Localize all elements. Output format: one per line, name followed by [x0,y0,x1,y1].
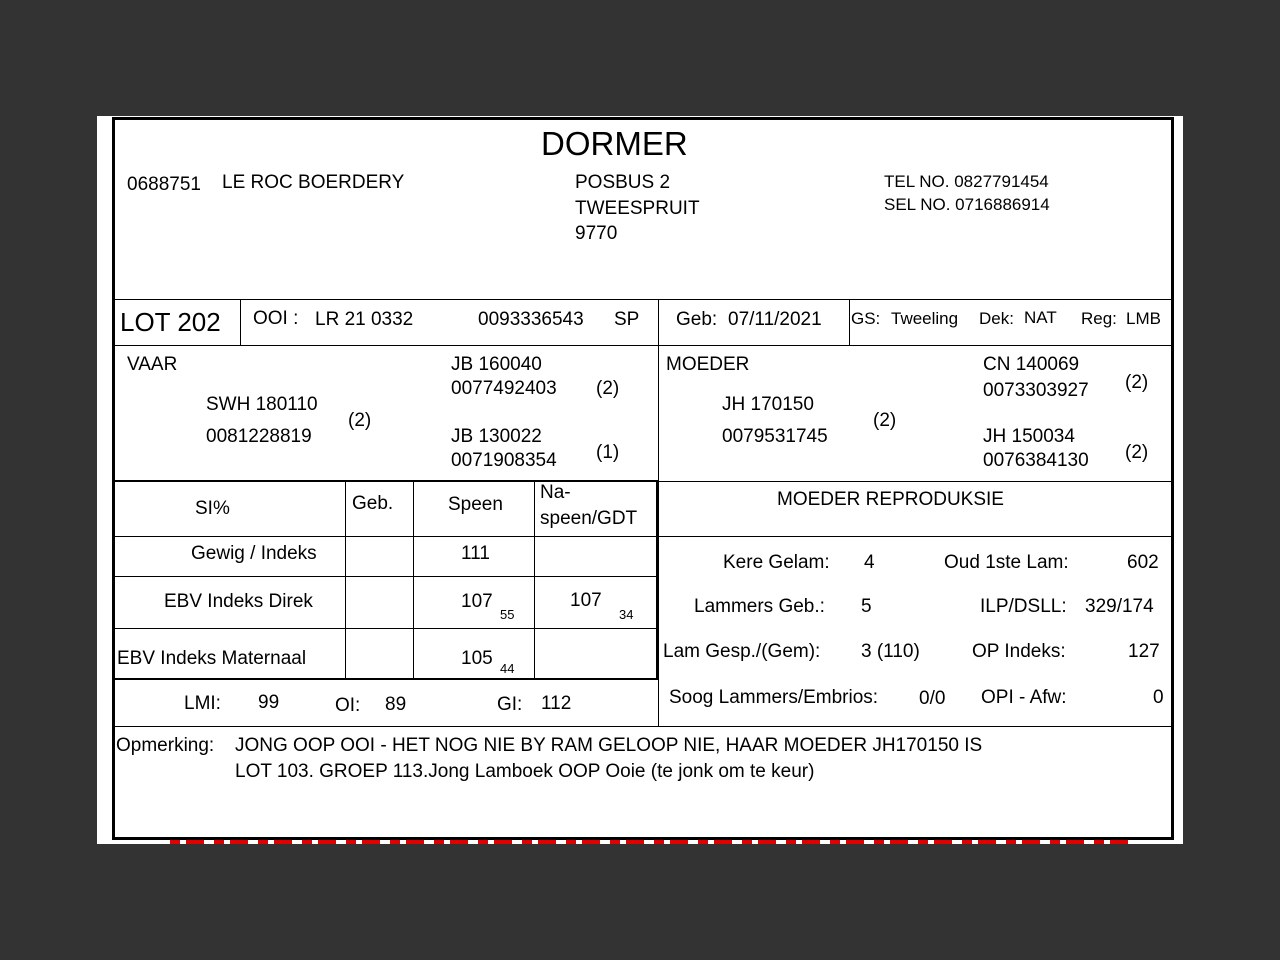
row-maternaal-speen: 105 [461,648,493,669]
pedigree-bottom-line-left [114,480,659,482]
remarks-top-line [114,726,1172,727]
naspeen-header-1: Na- [540,482,571,503]
lot-divider-2 [658,299,659,345]
row-direk-label: EBV Indeks Direk [164,591,313,612]
owner-address-line-1: POSBUS 2 [575,172,671,193]
vaar-id: SWH 180110 [206,394,318,415]
vaar-count: (2) [348,410,372,431]
moeder-dam-id: JH 150034 [983,426,1075,447]
ilp-label: ILP/DSLL: [980,596,1067,617]
row-maternaal-speen-sub: 44 [500,661,515,676]
reg-value: LMB [1126,309,1161,328]
row-direk-naspeen: 107 [570,590,602,611]
oi-label: OI: [335,695,361,716]
row-direk-naspeen-sub: 34 [619,607,634,622]
geb-date: 07/11/2021 [728,309,822,330]
vaar-dam-count: (1) [596,442,620,463]
si-row1-line [114,576,657,577]
ilp-value: 329/174 [1085,596,1154,617]
repro-title: MOEDER REPRODUKSIE [777,489,1004,510]
vaar-sire-count: (2) [596,378,620,399]
si-col-line-3 [534,481,535,679]
naspeen-header-2: speen/GDT [540,508,638,529]
lot-divider-1 [240,299,241,345]
vaar-sire-number: 0077492403 [451,378,557,399]
si-col-line-1 [345,481,346,679]
frame-top [113,117,1174,120]
geb-header: Geb. [352,493,394,514]
op-value: 127 [1128,641,1160,662]
frame-right [1171,117,1174,840]
breed-title: DORMER [541,125,688,162]
row-gewig-label: Gewig / Indeks [191,543,317,564]
soog-label: Soog Lammers/Embrios: [669,687,879,708]
soog-value: 0/0 [919,688,946,709]
reg-label: Reg: [1081,309,1117,328]
ooi-id: LR 21 0332 [315,309,414,330]
moeder-sire-number: 0073303927 [983,380,1089,401]
owner-sel: SEL NO. 0716886914 [884,195,1050,214]
remarks-line-1: JONG OOP OOI - HET NOG NIE BY RAM GELOOP NIE, HAAR MOEDER JH170150 IS [235,735,983,756]
moeder-label: MOEDER [666,354,750,375]
gesp-value: 3 (110) [861,641,920,662]
frame-left [112,117,115,840]
moeder-number: 0079531745 [722,426,828,447]
moeder-dam-number: 0076384130 [983,450,1089,471]
kere-label: Kere Gelam: [723,552,830,573]
moeder-count: (2) [873,410,897,431]
speen-header: Speen [448,494,503,515]
gi-value: 112 [541,693,572,714]
lammers-label: Lammers Geb.: [694,596,825,617]
cut-off-red-text [170,840,1130,844]
remarks-label: Opmerking: [116,735,215,756]
op-label: OP Indeks: [972,641,1066,662]
lot-row-bottom-line [114,345,1172,346]
lammers-value: 5 [861,596,872,617]
moeder-dam-count: (2) [1125,442,1149,463]
ooi-grade: SP [614,309,640,330]
kere-value: 4 [864,552,875,573]
moeder-sire-count: (2) [1125,372,1149,393]
vaar-dam-id: JB 130022 [451,426,542,447]
row-direk-speen: 107 [461,591,493,612]
owner-code: 0688751 [127,174,201,195]
oud-value: 602 [1127,552,1159,573]
opi-label: OPI - Afw: [981,687,1067,708]
owner-tel: TEL NO. 0827791454 [884,172,1049,191]
ooi-label: OOI : [253,308,299,329]
gs-label: GS: [851,309,881,328]
owner-name: LE ROC BOERDERY [222,172,405,193]
opi-value: 0 [1153,687,1164,708]
gesp-label: Lam Gesp./(Gem): [663,641,821,662]
vaar-label: VAAR [127,354,178,375]
dek-value: NAT [1024,308,1057,327]
si-col-line-2 [413,481,414,679]
pedigree-bottom-line-right [659,481,1172,482]
pedigree-divider [658,345,659,481]
row-direk-speen-sub: 55 [500,607,515,622]
vaar-dam-number: 0071908354 [451,450,557,471]
owner-address-line-2: TWEESPRUIT [575,198,700,219]
moeder-id: JH 170150 [722,394,814,415]
ooi-reg-number: 0093336543 [478,309,584,330]
repro-header-line [659,536,1172,537]
si-table-right-border [656,481,659,680]
gi-label: GI: [497,694,523,715]
vaar-number: 0081228819 [206,426,312,447]
repro-left-border [658,680,659,726]
row-maternaal-label: EBV Indeks Maternaal [117,648,307,669]
remarks-line-2: LOT 103. GROEP 113.Jong Lamboek OOP Ooie (te jonk om te keur) [235,761,815,782]
lmi-value: 99 [258,692,280,713]
moeder-sire-id: CN 140069 [983,354,1080,375]
lot-row-top-line [114,299,1172,300]
si-header: SI% [195,498,230,519]
oud-label: Oud 1ste Lam: [944,552,1069,573]
lmi-label: LMI: [184,693,221,714]
geb-label: Geb: [676,309,718,330]
owner-address-line-3: 9770 [575,223,618,244]
lot-number: LOT 202 [120,307,221,337]
oi-value: 89 [385,694,407,715]
lot-divider-3 [849,299,850,345]
vaar-sire-id: JB 160040 [451,354,542,375]
si-row2-line [114,628,657,629]
si-bottom-line [114,678,659,680]
row-gewig-speen: 111 [461,543,490,564]
si-header-line [114,536,657,537]
dek-label: Dek: [979,309,1014,328]
gs-value: Tweeling [891,309,959,328]
